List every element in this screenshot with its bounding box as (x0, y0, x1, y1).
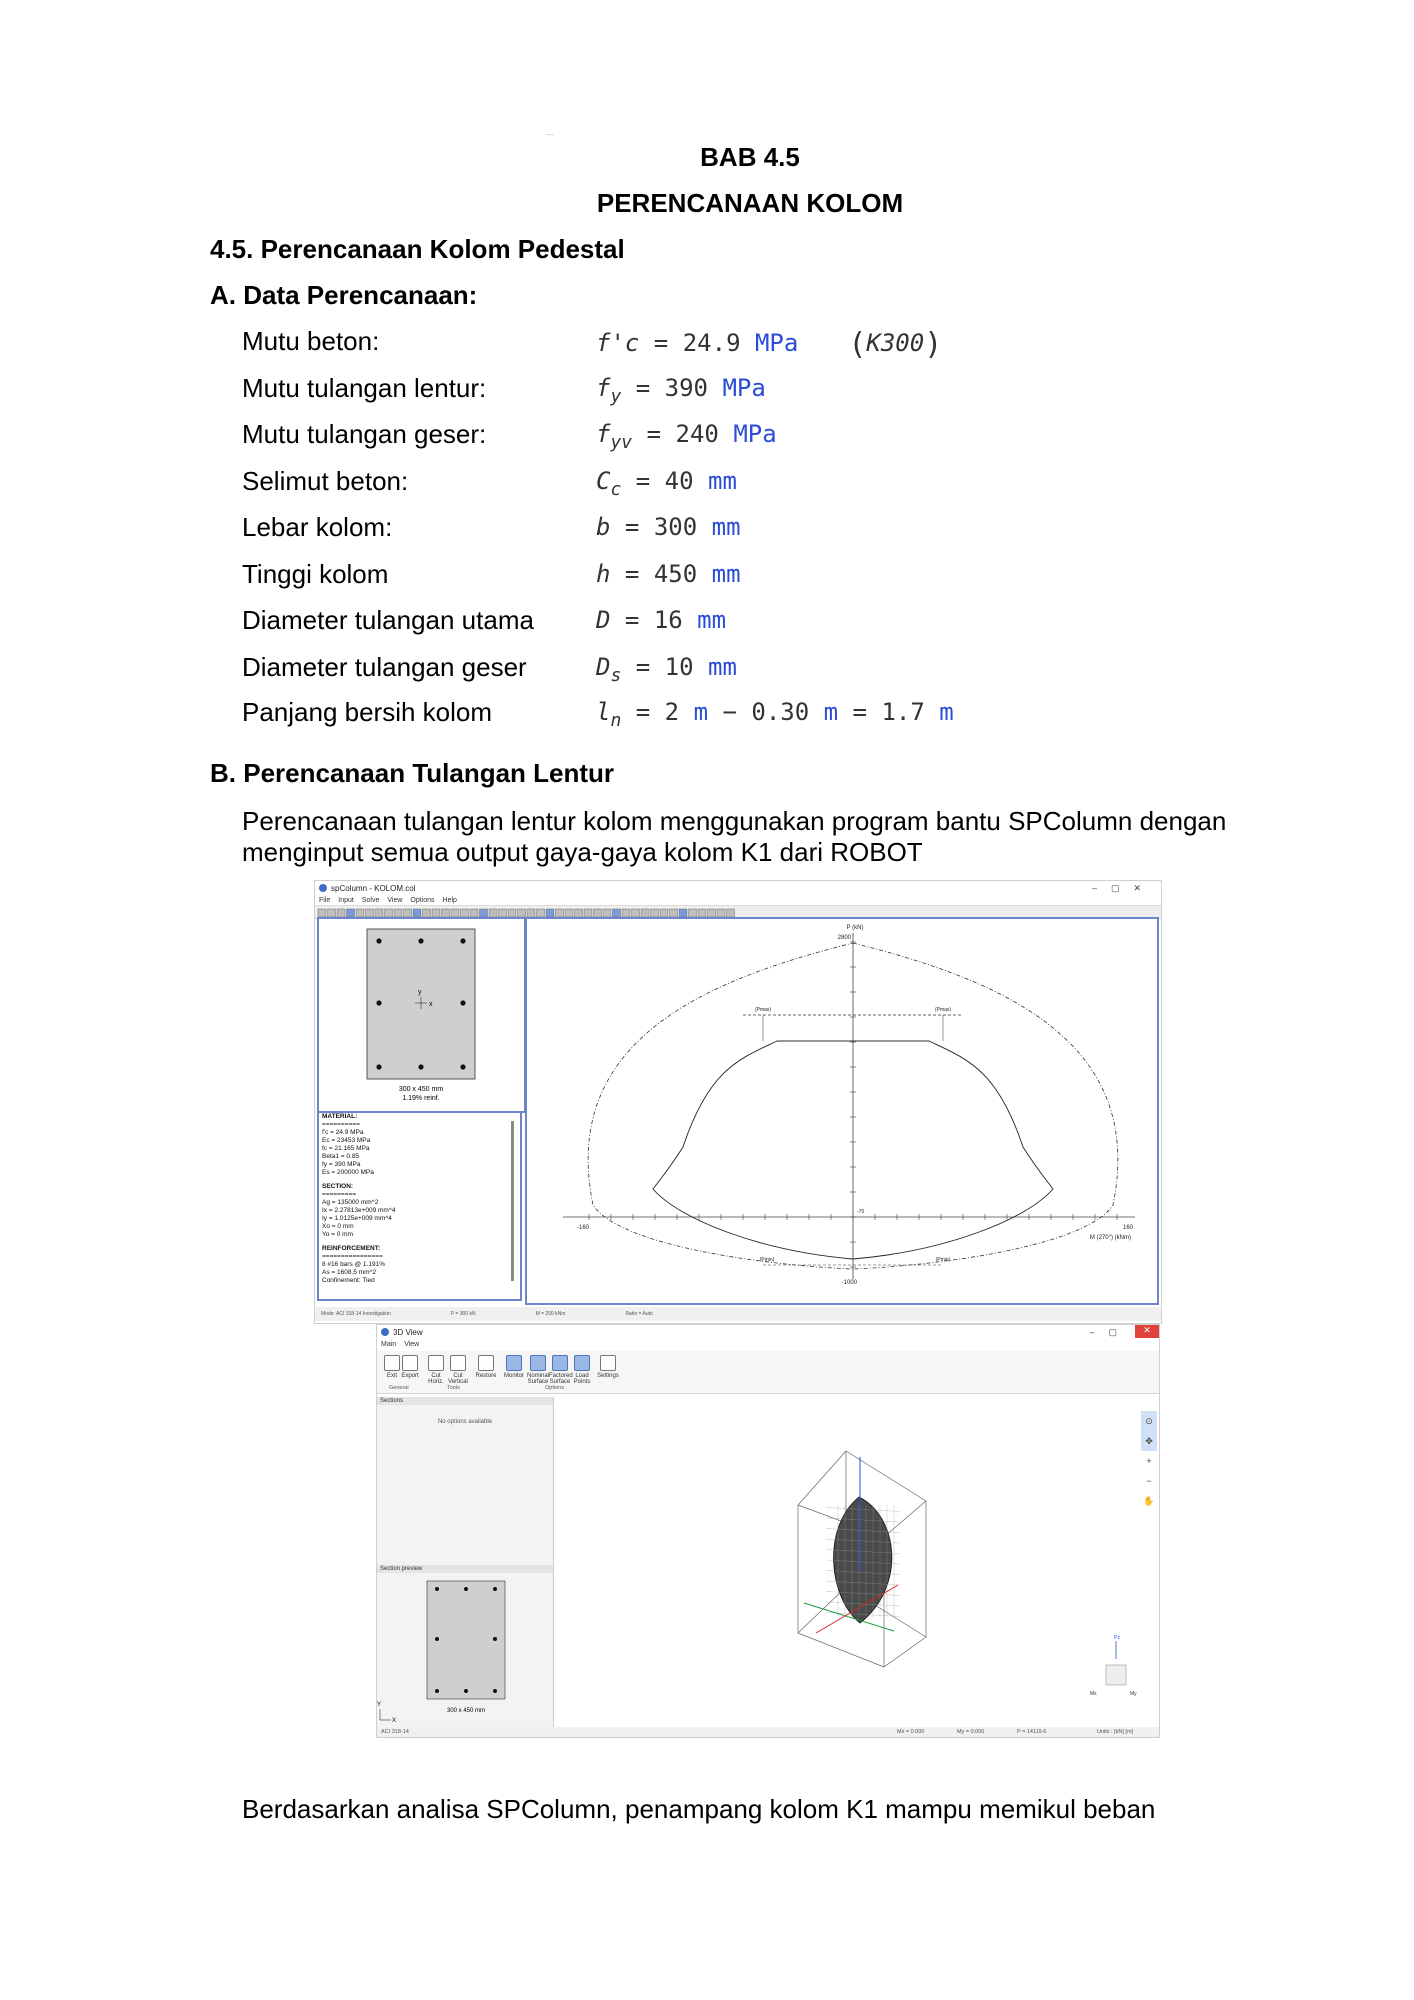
toolbar-button (565, 909, 573, 917)
toolbar-button (499, 909, 507, 917)
view3d-controls[interactable]: –▢ (1089, 1327, 1131, 1337)
status-my: My = 0.000 (957, 1729, 985, 1735)
preview-caption: 300 x 450 mm (446, 1708, 486, 1714)
toolbar-button (651, 909, 659, 917)
section-preview (377, 1575, 553, 1725)
property-line: Ix = 2.27813e+009 mm^4 (322, 1207, 396, 1214)
row-label: Mutu tulangan lentur: (242, 372, 487, 403)
m-axis-label: M (270°) (kNm) (1089, 1235, 1131, 1241)
row-formula: h = 450 mm (596, 559, 741, 588)
toolbar-button (679, 909, 687, 917)
property-line: Confinement: Tied (322, 1277, 375, 1284)
toolbar-button (480, 909, 488, 917)
property-line: Ag = 135000 mm^2 (322, 1199, 379, 1206)
status-units: Units : [kN] [m] (1097, 1729, 1134, 1735)
property-line: As = 1608.5 mm^2 (322, 1269, 377, 1276)
reinforcement-list (322, 1261, 520, 1285)
ribbon-icon (478, 1355, 494, 1371)
toolbar-button (328, 909, 336, 917)
rebar-dot (460, 938, 465, 943)
ribbon-group-label: Options (545, 1385, 564, 1391)
ribbon-button[interactable] (571, 1355, 593, 1385)
toolbar-button (442, 909, 450, 917)
spcolumn-titlebar (315, 881, 1161, 895)
paragraph-b: Perencanaan tulangan lentur kolom menggunakan program bantu SPColumn dengan menginput semua output gaya-gaya kolom K1 dari ROBOT (242, 806, 1227, 867)
toolbar-button (527, 909, 535, 917)
view3d-title: 3D View (393, 1327, 423, 1337)
interaction-diagram (527, 919, 1157, 1303)
toolbar-button (698, 909, 706, 917)
toolbar-button (394, 909, 402, 917)
ribbon-group-label: General (389, 1385, 409, 1391)
preview-axis-y: Y (377, 1702, 382, 1708)
view3d-titlebar (377, 1325, 1159, 1339)
toolbar-button (347, 909, 355, 917)
ribbon-icon (600, 1355, 616, 1371)
rebar-dot (376, 938, 381, 943)
toolbar-button (489, 909, 497, 917)
toolbar-button (423, 909, 431, 917)
section-pane (317, 917, 526, 1113)
ribbon-icon (574, 1355, 590, 1371)
toolbar-button (632, 909, 640, 917)
ribbon-button[interactable] (503, 1355, 525, 1379)
view3d-tool-strip (1141, 1411, 1157, 1511)
row-formula: $f_{yv} = 240$ MPa (596, 420, 777, 453)
section-title: 4.5. Perencanaan Kolom Pedestal (210, 234, 625, 264)
ribbon-button[interactable] (597, 1355, 619, 1379)
ribbon-label: Cut Vertical (448, 1373, 468, 1385)
status-field: Mode: ACI 318-14 Investigation (321, 1311, 391, 1317)
material-heading: MATERIAL: (322, 1113, 358, 1120)
section-heading: SECTION: (322, 1183, 354, 1190)
row-label: Mutu beton: (242, 326, 380, 356)
m-zero-label: -70 (857, 1209, 865, 1215)
rotate-icon[interactable]: ✥ (1141, 1431, 1157, 1451)
section-caption-2: 1.19% reinf. (402, 1095, 440, 1102)
p-max-tick-label: 2800 (837, 935, 851, 941)
property-line: 8 #16 bars @ 1.191% (322, 1261, 385, 1268)
chapter-label: BAB 4.5 (700, 142, 800, 172)
p-min-tick-label: -1000 (841, 1280, 857, 1286)
ribbon-button[interactable] (425, 1355, 447, 1385)
wireframe-edge (798, 1633, 884, 1667)
property-line: Ec = 23453 MPa (322, 1137, 371, 1144)
ribbon-label: Restore (475, 1373, 497, 1379)
pmin-right-label: (Pmin) (935, 1257, 951, 1263)
nav-label-z: Pz (1114, 1635, 1120, 1641)
subsection-a: A. Data Perencanaan: (210, 280, 478, 310)
properties-pane: MATERIAL: ========== f'c = 24.9 MPa Ec = 23453 MPa fc = 21.165 MPa Beta1 = 0.85 fy = 390 MPa Es = 200000 MPa SECTION: ========= Ag = 135000 mm^2 Ix = 2.27813e+009 mm^4 Iy = 1.0125e+009 mm^4 Xo = 0 mm Yo = 0 mm REINFORCEMENT: ================ 8 #16 bars @ 1.191% As = 1608.5 mm^2 Confinement: Tied (317, 1111, 522, 1301)
interaction-diagram-pane (525, 917, 1159, 1305)
view3d-sidebar (377, 1397, 554, 1727)
row-label: Lebar kolom: (242, 512, 393, 542)
section-drawing (319, 919, 524, 1111)
toolbar-button (717, 909, 725, 917)
properties-scrollbar[interactable] (511, 1121, 514, 1281)
rebar-dot (460, 1000, 465, 1005)
ribbon-label: Cut Horiz. (428, 1373, 444, 1385)
property-line: fy = 390 MPa (322, 1161, 361, 1168)
toolbar-button (613, 909, 621, 917)
row-formula: $C_c = 40$ mm (596, 466, 737, 500)
section-axis-x: x (429, 1001, 433, 1008)
menu-item[interactable]: Help (442, 896, 457, 904)
toolbar-button (366, 909, 374, 917)
ribbon-label: Factored Surface (549, 1373, 573, 1385)
view3d-close-button[interactable]: ✕ (1135, 1325, 1159, 1338)
ribbon-button[interactable] (399, 1355, 421, 1379)
status-field: P = 300 kN (450, 1311, 476, 1317)
row-formula: $D_s = 10$ mm (596, 652, 737, 686)
property-line: Beta1 = 0.85 (322, 1153, 360, 1160)
spcolumn-window (314, 880, 1162, 1324)
preview-rebar-dot (493, 1587, 497, 1591)
rebar-dot (460, 1064, 465, 1069)
view3d-app-icon (381, 1328, 389, 1336)
preview-heading: Section preview (377, 1565, 553, 1573)
toolbar-button (470, 909, 478, 917)
spcolumn-statusbar (315, 1307, 1162, 1321)
toolbar-button (404, 909, 412, 917)
reinforcement-heading: REINFORCEMENT: (322, 1245, 381, 1252)
toolbar-button (318, 909, 326, 917)
view3d-ribbon (377, 1351, 1159, 1394)
view3d-statusbar (377, 1727, 1159, 1737)
row-formula: $f_y = 390$ MPa (596, 373, 766, 407)
nav-cube (1106, 1665, 1126, 1685)
preview-rebar-dot (464, 1587, 468, 1591)
menu-item[interactable]: View (404, 1340, 420, 1348)
ribbon-icon (428, 1355, 444, 1371)
wireframe-edge (846, 1451, 926, 1501)
material-list (322, 1129, 520, 1177)
ribbon-icon (450, 1355, 466, 1371)
row-label: Diameter tulangan geser (242, 651, 527, 682)
toolbar-button (375, 909, 383, 917)
ribbon-group-label: Tools (447, 1385, 460, 1391)
toolbar-button (660, 909, 668, 917)
property-line: fc = 21.165 MPa (322, 1145, 370, 1152)
pmax-right-label: (Pmax) (934, 1007, 952, 1013)
menu-item[interactable]: Options (410, 896, 435, 904)
toolbar-button (584, 909, 592, 917)
toolbar-button (670, 909, 678, 917)
status-p: P = 14119.6 (1017, 1729, 1047, 1735)
window-title: spColumn - KOLOM.col (331, 883, 416, 893)
preview-rebar-dot (435, 1689, 439, 1693)
ribbon-button[interactable] (475, 1355, 497, 1379)
app-icon (319, 884, 327, 892)
toolbar-button (337, 909, 345, 917)
property-line: Iy = 1.0125e+009 mm^4 (322, 1215, 392, 1222)
status-mx: Mx = 0.000 (897, 1729, 925, 1735)
ribbon-button[interactable] (549, 1355, 571, 1385)
toolbar-button (451, 909, 459, 917)
toolbar-button (603, 909, 611, 917)
wireframe-edge (798, 1451, 846, 1505)
status-field: M = 200 kNm (535, 1311, 566, 1317)
toolbar-button (727, 909, 735, 917)
preview-rebar-dot (435, 1587, 439, 1591)
preview-rebar-dot (493, 1637, 497, 1641)
spcolumn-menubar (315, 895, 1161, 905)
row-formula: f'c = 24.9 MPa (K300) (596, 327, 943, 362)
ribbon-icon (402, 1355, 418, 1371)
toolbar-button (508, 909, 516, 917)
no-options-text: No options available (437, 1419, 493, 1425)
ribbon-button[interactable] (527, 1355, 549, 1385)
menu-item[interactable]: File (319, 896, 331, 904)
ribbon-label: Export (401, 1373, 419, 1379)
section-caption-1: 300 x 450 mm (398, 1086, 444, 1093)
property-line: Es = 200000 MPa (322, 1169, 374, 1176)
menu-item[interactable]: Solve (361, 896, 380, 904)
p-axis-label: P (kN) (846, 925, 864, 931)
toolbar-button (537, 909, 545, 917)
toolbar-button (641, 909, 649, 917)
property-line: f'c = 24.9 MPa (322, 1129, 364, 1136)
rebar-dot (376, 1064, 381, 1069)
wireframe-edge (884, 1501, 926, 1537)
ribbon-icon (384, 1355, 400, 1371)
preview-rebar-dot (493, 1689, 497, 1693)
row-formula: b = 300 mm (596, 513, 741, 541)
section-axis-y: y (418, 989, 422, 996)
m-right-tick-label: 160 (1123, 1225, 1134, 1231)
row-formula: D = 16 mm (596, 606, 727, 634)
sidebar-heading: Sections (377, 1397, 553, 1405)
rebar-dot (418, 1064, 423, 1069)
ribbon-label: Monitor (503, 1373, 524, 1379)
toolbar-button (556, 909, 564, 917)
toolbar-button (575, 909, 583, 917)
status-standard: ACI 318-14 (381, 1729, 409, 1735)
window-controls[interactable]: –▢✕ (1091, 883, 1155, 893)
nav-label-mx: Mx (1090, 1691, 1097, 1697)
row-label-ln: Panjang bersih kolom (242, 697, 493, 727)
preview-rebar-dot (464, 1689, 468, 1693)
menu-item[interactable]: Main (381, 1340, 397, 1348)
property-line: Xo = 0 mm (322, 1223, 354, 1230)
toolbar-button (546, 909, 554, 917)
chapter-title: PERENCANAAN KOLOM (596, 188, 904, 218)
preview-axis-x: X (392, 1718, 397, 1724)
pan-hand-icon[interactable]: ✋ (1143, 1496, 1155, 1506)
m-left-tick-label: -160 (577, 1225, 590, 1231)
section-list (322, 1199, 520, 1239)
toolbar-button (622, 909, 630, 917)
pmax-left-label: (Pmax) (754, 1007, 772, 1013)
ribbon-button[interactable] (447, 1355, 469, 1385)
property-line: Yo = 0 mm (322, 1231, 354, 1238)
status-field: Ratio = Auto (625, 1311, 653, 1317)
wireframe-edge (884, 1637, 926, 1667)
rebar-dot (376, 1000, 381, 1005)
toolbar-button (689, 909, 697, 917)
row-label: Tinggi kolom (242, 558, 389, 589)
zoom-in-icon[interactable]: + (1146, 1456, 1152, 1466)
toolbar-button (594, 909, 602, 917)
subsection-b: B. Perencanaan Tulangan Lentur (210, 758, 615, 788)
ribbon-icon (552, 1355, 568, 1371)
paragraph-end: Berdasarkan analisa SPColumn, penampang kolom K1 mampu memikul beban (242, 1794, 1156, 1824)
zoom-out-icon[interactable]: − (1146, 1476, 1152, 1486)
toolbar-button (708, 909, 716, 917)
toolbar-button (356, 909, 364, 917)
ribbon-label: Load Points (573, 1373, 591, 1385)
row-label: Selimut beton: (242, 465, 409, 496)
row-label: Diameter tulangan utama (242, 605, 534, 635)
menu-item[interactable]: Input (338, 896, 354, 904)
toolbar-button (385, 909, 393, 917)
view3d-window (376, 1324, 1160, 1738)
view3d-viewport[interactable] (554, 1397, 1158, 1727)
ribbon-icon (530, 1355, 546, 1371)
toolbar-button (413, 909, 421, 917)
toolbar-button (432, 909, 440, 917)
ribbon-label: Settings (597, 1373, 619, 1379)
ribbon-label: Nominal Surface (527, 1373, 550, 1385)
ribbon-icon (506, 1355, 522, 1371)
toolbar-button (518, 909, 526, 917)
menu-item[interactable]: View (387, 896, 403, 904)
row-label: Mutu tulangan geser: (242, 419, 487, 449)
nav-label-my: My (1130, 1691, 1137, 1697)
preview-rebar-dot (435, 1637, 439, 1641)
row-formula-ln: $l_n = 2$ m − 0.30 m = 1.7 m (596, 698, 954, 731)
zoom-fit-icon[interactable]: ⊙ (1141, 1411, 1157, 1431)
ribbon-label: Exit (386, 1373, 397, 1379)
pmin-left-label: (Pmin) (759, 1257, 775, 1263)
wireframe-edge (798, 1587, 846, 1633)
header-mark: — (546, 130, 554, 139)
rebar-dot (418, 938, 423, 943)
view3d-menubar (377, 1339, 1159, 1349)
toolbar-button (461, 909, 469, 917)
